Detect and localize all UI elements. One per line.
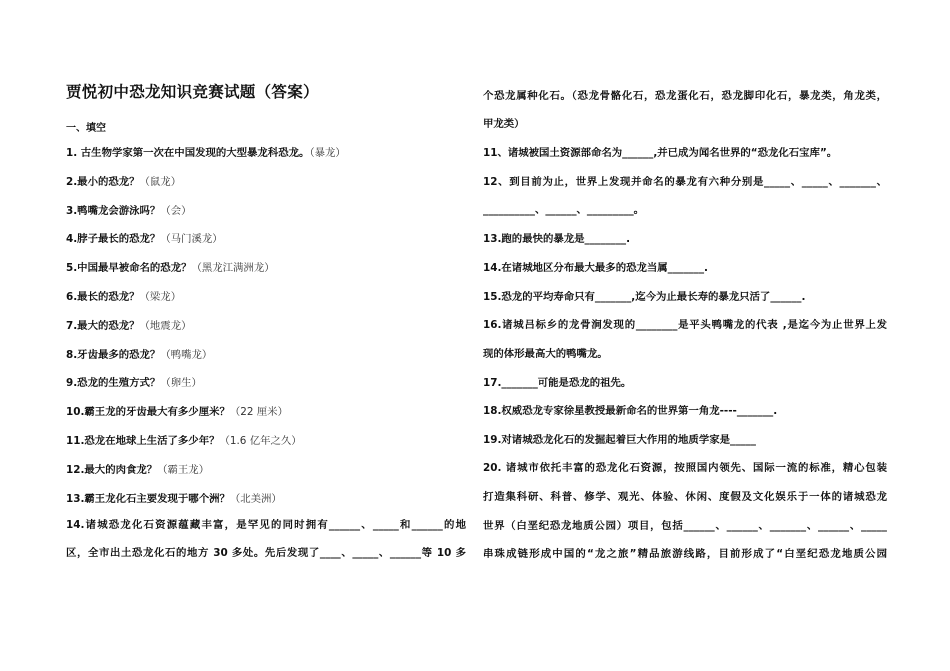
answer-text: （霸王龙） — [157, 463, 210, 476]
question-row — [66, 175, 181, 189]
question-line: 个恐龙属种化石。（恐龙骨骼化石，恐龙蛋化石，恐龙脚印化石，暴龙类，角龙类， — [483, 90, 887, 102]
page-title: 贾悦初中恐龙知识竞赛试题（答案） — [66, 83, 319, 101]
answer-text: （马门溪龙） — [160, 233, 223, 246]
question-line: 打造集科研、科普、修学、观光、体验、休闲、度假及文化娱乐于一体的诸城恐龙 — [483, 491, 887, 503]
question-text: 11.恐龙在地球上生活了多少年？ — [66, 435, 220, 447]
question-row — [66, 434, 302, 448]
question-row — [66, 261, 275, 275]
question-row — [66, 405, 288, 419]
question-text: 7.最大的恐龙？ — [66, 319, 140, 332]
answer-text: （1.6 亿年之久） — [219, 435, 302, 447]
question-line: 14.在诸城地区分布最大最多的恐龙当属_______. — [483, 262, 708, 274]
question-text: 5.中国最早被命名的恐龙？ — [66, 262, 192, 275]
question-row — [66, 290, 181, 304]
answer-text: （22 厘米） — [229, 406, 288, 419]
question-14-line-1: 14.诸城恐龙化石资源蕴藏丰富，是罕见的同时拥有______、_____和______的地 — [66, 519, 466, 531]
question-text: 10.霸王龙的牙齿最大有多少厘米？ — [66, 406, 230, 419]
question-text: 8.牙齿最多的恐龙？ — [66, 348, 161, 361]
answer-text: （鸭嘴龙） — [160, 348, 213, 361]
question-line: 19.对诸城恐龙化石的发掘起着巨大作用的地质学家是_____ — [483, 434, 756, 446]
question-text: 13.霸王龙化石主要发现于哪个洲？ — [66, 492, 230, 505]
answer-text: （黑龙江满洲龙） — [191, 262, 275, 275]
question-line: 17._______可能是恐龙的祖先。 — [483, 377, 632, 389]
answer-text: （地震龙） — [139, 319, 192, 332]
question-row — [66, 204, 191, 218]
question-line: 20. 诸城市依托丰富的恐龙化石资源，按照国内领先、国际一流的标准，精心包装 — [483, 462, 887, 474]
question-text: 12.最大的肉食龙？ — [66, 463, 158, 476]
question-line: 甲龙类） — [483, 118, 525, 130]
question-row — [66, 376, 202, 390]
answer-text: （卵生） — [160, 377, 202, 390]
question-line: 11、诸城被国土资源部命名为______,并已成为闻名世界的“恐龙化石宝库”。 — [483, 147, 838, 159]
question-line: 12、到目前为止，世界上发现并命名的暴龙有六种分别是_____、_____、_______、 — [483, 176, 887, 188]
question-row — [66, 492, 282, 506]
question-row — [66, 319, 191, 333]
answer-text: （鼠龙） — [139, 175, 182, 188]
question-line: 18.权威恐龙专家徐星教授最新命名的世界第一角龙----_______. — [483, 405, 778, 417]
answer-text: （北美洲） — [229, 492, 282, 505]
question-row — [66, 146, 346, 160]
question-line: 现的体形最高大的鸭嘴龙。 — [483, 348, 608, 360]
question-line: 15.恐龙的平均寿命只有_______,迄今为止最长寿的暴龙只活了______. — [483, 291, 806, 303]
question-text: 1. 古生物学家第一次在中国发现的大型暴龙科恐龙。 — [66, 147, 310, 159]
answer-text: （暴龙） — [309, 147, 346, 159]
question-text: 3.鸭嘴龙会游泳吗？ — [66, 204, 161, 217]
question-row — [66, 348, 212, 362]
question-text: 2.最小的恐龙？ — [66, 175, 140, 188]
question-line: __________、______、_________。 — [483, 204, 645, 216]
question-14-line-2: 区，全市出土恐龙化石的地方 30 多处。先后发现了____、_____、______等 10 多 — [66, 547, 466, 559]
answer-text: （会） — [160, 204, 192, 217]
question-row — [66, 232, 223, 246]
question-line: 13.跑的最快的暴龙是________. — [483, 233, 631, 245]
question-line: 16.诸城吕标乡的龙骨涧发现的________是平头鸭嘴龙的代表 ,是迄今为止世界上发 — [483, 319, 887, 331]
question-line: 世界（白垩纪恐龙地质公园）项目，包括______、______、_______、______、_____ — [483, 520, 887, 532]
answer-text: （梁龙） — [139, 291, 182, 303]
question-text: 9.恐龙的生殖方式？ — [66, 377, 161, 390]
question-text: 6.最长的恐龙？ — [66, 291, 140, 303]
section-heading: 一、填空 — [66, 123, 106, 134]
question-row — [66, 463, 209, 477]
question-text: 4.脖子最长的恐龙？ — [66, 233, 161, 246]
question-line: 串珠成链形成中国的“龙之旅”精品旅游线路，目前形成了“白垩纪恐龙地质公园 — [483, 548, 887, 560]
